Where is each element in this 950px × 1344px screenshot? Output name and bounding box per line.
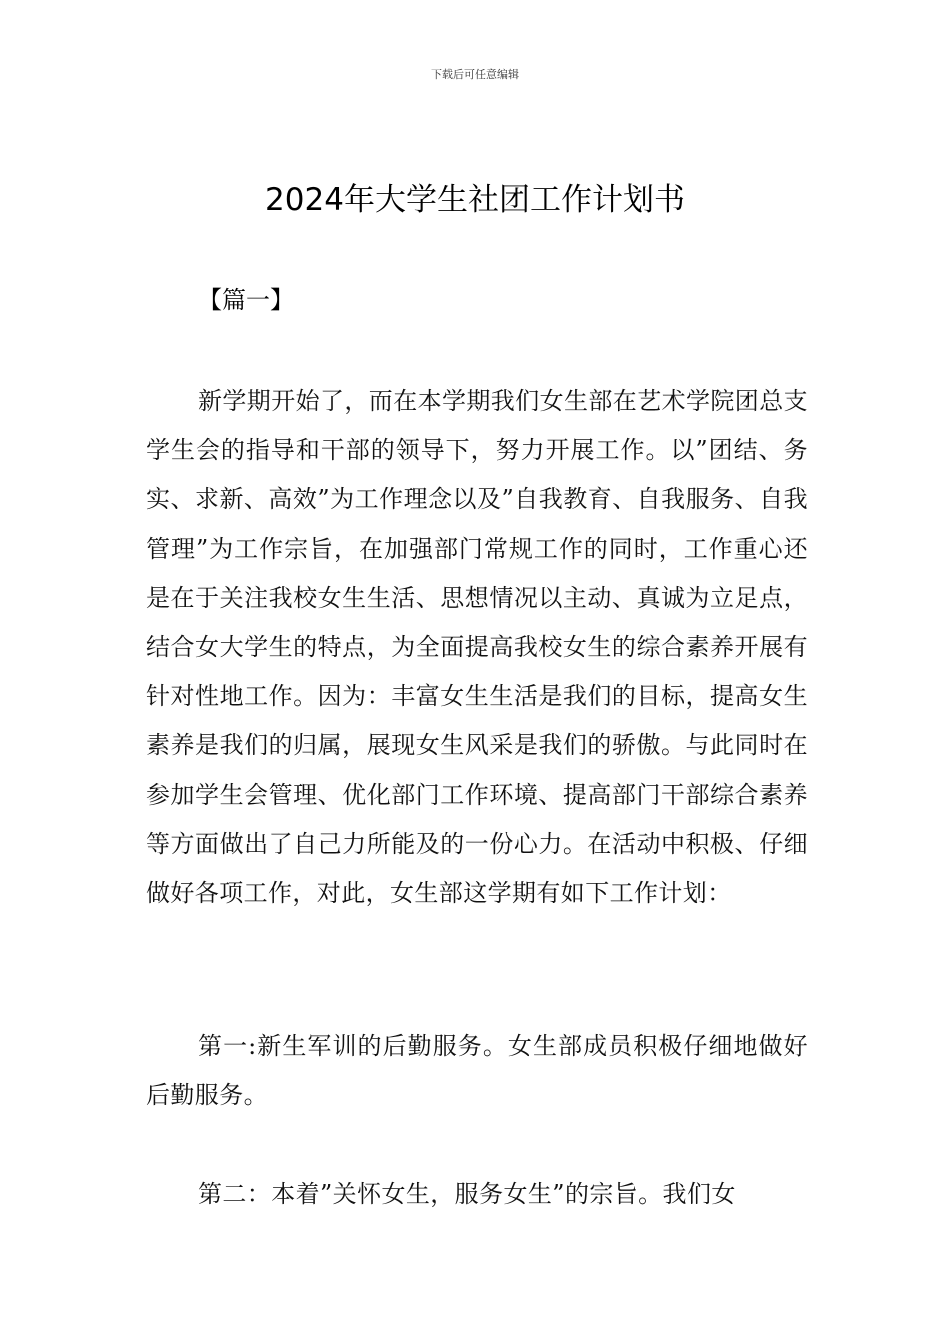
paragraph-item-2: 第二：本着”关怀女生，服务女生”的宗旨。我们女 — [198, 1180, 736, 1208]
paragraph-intro: 新学期开始了，而在本学期我们女生部在艺术学院团总支学生会的指导和干部的领导下，努力开展工作。以”团结、务实、求新、高效”为工作理念以及”自我教育、自我服务、自我管理”为工作宗旨，在加强部门常规工作的同时，工作重心还是在于关注我校女生生活、思想情况以主动、真诚为立足点，结合女大学生的特点，为全面提高我校女生的综合素养开展有针对性地工作。因为：丰富女生生活是我们的目标，提高女生素养是我们的归属，展现女生风采是我们的骄傲。与此同时在参加学生会管理、优化部门工作环境、提高部门干部综合素养等方面做出了自己力所能及的一份心力。在活动中积极、仔细做好各项工作，对此，女生部这学期有如下工作计划： — [146, 387, 808, 908]
paragraph-item-1: 第一:新生军训的后勤服务。女生部成员积极仔细地做好后勤服务。 — [146, 1032, 808, 1110]
section-label: 【篇一】 — [198, 286, 294, 314]
header-note: 下载后可任意编辑 — [431, 68, 519, 81]
document-title: 2024年大学生社团工作计划书 — [265, 182, 685, 218]
